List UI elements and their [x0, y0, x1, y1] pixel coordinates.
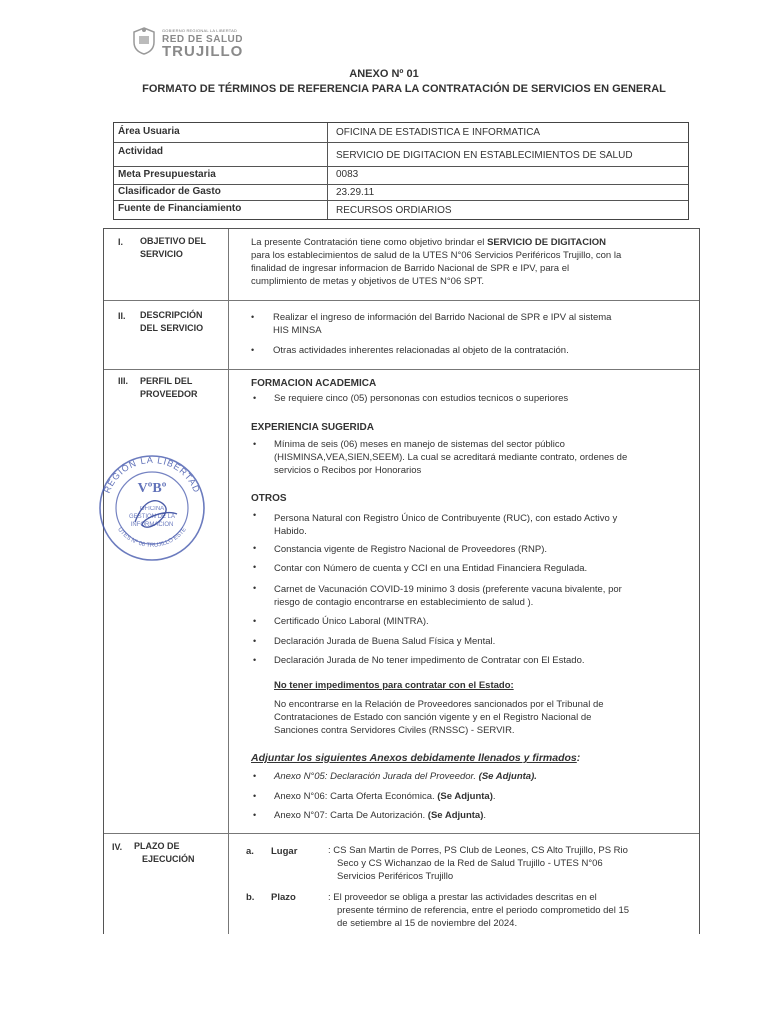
- section-title-perfil: [140, 375, 198, 401]
- logo-name: RED DE SALUD: [162, 34, 244, 45]
- text-line: Mínima de seis (06) meses en manejo de sistemas del sector público: [274, 439, 565, 450]
- service-name: SERVICIO DE DIGITACION: [487, 237, 607, 248]
- logo-small-text: GOBIERNO REGIONAL LA LIBERTAD: [162, 28, 238, 33]
- section-title-line: EJECUCIÓN: [142, 854, 195, 864]
- text-line: Seco y CS Wichanzao de la Red de Salud Trujillo - UTES N°06: [337, 858, 603, 869]
- table-row: [114, 167, 688, 185]
- bullet: •: [251, 345, 255, 355]
- text-line: riesgo de contagio encontrarse en establecimiento de salud ).: [274, 597, 534, 608]
- row-value: RECURSOS ORDIARIOS: [336, 205, 452, 216]
- lugar-text: [328, 844, 691, 883]
- table-row: [114, 201, 688, 220]
- item-letter: b.: [246, 892, 255, 903]
- section-title-objetivo: [140, 235, 206, 261]
- text-line: No encontrarse en la Relación de Proveedores sancionados por el Tribunal de: [274, 699, 604, 710]
- bullet: •: [253, 510, 257, 520]
- text-span: .: [492, 791, 496, 802]
- table-row: [114, 123, 688, 143]
- text-span: (Se Adjunta): [437, 791, 493, 802]
- section-title-line: SERVICIO: [140, 249, 183, 259]
- bullet: •: [253, 655, 257, 665]
- text-line: Carnet de Vacunación COVID-19 minimo 3 dosis (preferente vacuna bivalente, por: [274, 584, 622, 595]
- text-line: Realizar el ingreso de información del Barrido Nacional de SPR e IPV al sistema: [273, 312, 612, 323]
- row-label: Actividad: [118, 146, 164, 157]
- text-line: Servicios Periféricos Trujillo: [337, 871, 454, 882]
- bullet: •: [253, 439, 257, 449]
- text-line: Persona Natural con Registro Único de Contribuyente (RUC), con estado Activo y: [274, 513, 618, 524]
- svg-text:UTES Nº 06 TRUJILLO ESTE: [116, 527, 188, 549]
- text-line: HIS MINSA: [273, 325, 322, 336]
- terms-table: [103, 228, 700, 934]
- text-line: Sanciones contra Servidores Civiles (RNSSC) - SERVIR.: [274, 725, 515, 736]
- logo-city: TRUJILLO: [162, 43, 244, 60]
- section-title-descripcion: [140, 309, 203, 335]
- row-divider: [104, 833, 699, 834]
- text-span: Anexo N°06: Carta Oferta Económica.: [274, 791, 438, 802]
- row-label: Meta Presupuestaria: [118, 169, 216, 180]
- section-number: I.: [118, 237, 124, 247]
- otros-item: Certificado Único Laboral (MINTRA).: [274, 616, 429, 627]
- stamp-inner: OFICINA: [139, 506, 165, 512]
- section-number: III.: [118, 376, 129, 386]
- coat-of-arms-icon: [130, 26, 158, 56]
- summary-table: [113, 122, 689, 220]
- text-line: (HISMINSA,VEA,SIEN,SEEM). La cual se acreditará mediante contrato, ordenes de: [274, 452, 628, 463]
- bullet: •: [253, 393, 257, 403]
- text-line: [251, 236, 691, 249]
- bullet: •: [253, 791, 257, 801]
- text-line: servicios o Recibos por Honorarios: [274, 465, 422, 476]
- bullet: •: [251, 312, 255, 322]
- text-line: finalidad de ingresar informacion de Barrido Nacional de SPR e IPV, para el: [251, 263, 570, 274]
- otros-item: Contar con Número de cuenta y CCI en una Entidad Financiera Regulada.: [274, 563, 588, 574]
- formacion-item: Se requiere cinco (05) persononas con estudios tecnicos o superiores: [274, 393, 569, 404]
- anexo-item: [274, 790, 496, 803]
- section-title-plazo: [134, 840, 195, 866]
- text-span: La presente Contratación tiene como objetivo brindar el: [251, 237, 488, 248]
- stamp-vb: VºBº: [137, 481, 167, 496]
- section-title-line: OBJETIVO DEL: [140, 236, 207, 246]
- section-title-line: DESCRIPCIÓN: [140, 310, 203, 320]
- text-span: Anexo N°05: Declaración Jurada del Proveedor.: [274, 771, 479, 782]
- bullet: •: [253, 771, 257, 781]
- text-span: (Se Adjunta): [427, 810, 484, 821]
- row-label: Fuente de Financiamiento: [118, 203, 242, 214]
- stamp-inner: INFORMACIÓN: [130, 522, 174, 528]
- anexo-item: [274, 770, 537, 783]
- otros-item: Declaración Jurada de No tener impedimento de Contratar con El Estado.: [274, 655, 585, 666]
- bullet: •: [253, 616, 257, 626]
- text-line: cumplimiento de metas y objetivos de UTES N°06 SPT.: [251, 276, 484, 287]
- anexo-item: [274, 809, 486, 822]
- row-value: 0083: [336, 169, 359, 180]
- bullet: •: [253, 543, 257, 553]
- otros-heading: OTROS: [251, 493, 287, 504]
- row-label: Área Usuaria: [118, 126, 180, 137]
- experiencia-heading: EXPERIENCIA SUGERIDA: [251, 422, 374, 433]
- text-span: (Se Adjunta).: [478, 771, 537, 782]
- stamp-seal-icon: [93, 452, 211, 564]
- section-title-line: PERFIL DEL: [140, 376, 193, 386]
- section-number: II.: [118, 311, 126, 321]
- text-line: : El proveedor se obliga a prestar las actividades descritas en el: [328, 892, 597, 903]
- otros-item: [274, 583, 691, 609]
- row-value: 23.29.11: [336, 187, 375, 198]
- impedimentos-text: [274, 698, 691, 737]
- anexos-heading-text: Adjuntar los siguientes Anexos debidamente llenados y firmados: [251, 752, 577, 764]
- otros-item: Constancia vigente de Registro Nacional de Proveedores (RNP).: [274, 544, 547, 555]
- annex-number: ANEXO Nº 01: [349, 68, 419, 80]
- plazo-label: Plazo: [271, 892, 296, 903]
- text-line: presente término de referencia, entre el periodo comprometido del 15: [337, 905, 630, 916]
- document-title: FORMATO DE TÉRMINOS DE REFERENCIA PARA LA CONTRATACIÓN DE SERVICIOS EN GENERAL: [142, 83, 666, 95]
- bullet: •: [253, 810, 257, 820]
- stamp-ring-bottom: UTES Nº 06 TRUJILLO ESTE: [116, 526, 188, 549]
- text-span: .: [483, 810, 487, 821]
- stamp-inner: GESTIÓN DE LA: [128, 514, 176, 520]
- section-title-line: DEL SERVICIO: [140, 323, 204, 333]
- descripcion-item: [273, 311, 693, 337]
- impedimentos-heading: No tener impedimentos para contratar con el Estado:: [274, 680, 514, 691]
- bullet: •: [253, 636, 257, 646]
- text-line: Contrataciones de Estado con sanción vigente y en el Registro Nacional de: [274, 712, 592, 723]
- text-line: : CS San Martin de Porres, PS Club de Leones, CS Alto Trujillo, PS Rio: [328, 845, 628, 856]
- row-divider: [104, 369, 699, 370]
- bullet: •: [253, 583, 257, 593]
- row-value: SERVICIO DE DIGITACION EN ESTABLECIMIENTOS DE SALUD: [336, 150, 633, 161]
- section-title-line: PLAZO DE: [134, 841, 180, 851]
- approval-stamp: [93, 452, 211, 564]
- row-divider: [104, 300, 699, 301]
- section-title-line: PROVEEDOR: [140, 389, 198, 399]
- anexos-heading: [251, 752, 580, 764]
- stamp-ring-top: REGIÓN LA LIBERTAD: [101, 454, 203, 495]
- text-line: Habido.: [274, 526, 307, 537]
- anexos-heading-colon: :: [576, 752, 581, 764]
- section-number: IV.: [112, 842, 123, 852]
- objetivo-text: [251, 236, 691, 288]
- row-value: OFICINA DE ESTADISTICA E INFORMATICA: [336, 127, 541, 138]
- text-span: Anexo N°07: Carta De Autorización.: [274, 810, 428, 821]
- formacion-heading: FORMACION ACADEMICA: [251, 378, 377, 389]
- table-row: [114, 143, 688, 167]
- experiencia-item: [274, 438, 691, 477]
- item-letter: a.: [246, 846, 254, 857]
- table-row: [114, 185, 688, 201]
- row-label: Clasificador de Gasto: [118, 186, 221, 197]
- table-divider: [228, 229, 229, 934]
- bullet: •: [253, 562, 257, 572]
- descripcion-item: Otras actividades inherentes relacionadas al objeto de la contratación.: [273, 345, 569, 356]
- text-line: de setiembre al 15 de noviembre del 2024.: [337, 918, 518, 929]
- text-line: para los establecimientos de salud de la UTES N°06 Servicios Periféricos Trujillo, con la: [251, 250, 622, 261]
- lugar-label: Lugar: [271, 846, 298, 857]
- red-salud-logo: [128, 24, 268, 60]
- plazo-text: [328, 891, 691, 930]
- otros-item: Declaración Jurada de Buena Salud Física y Mental.: [274, 636, 496, 647]
- otros-item: [274, 512, 691, 538]
